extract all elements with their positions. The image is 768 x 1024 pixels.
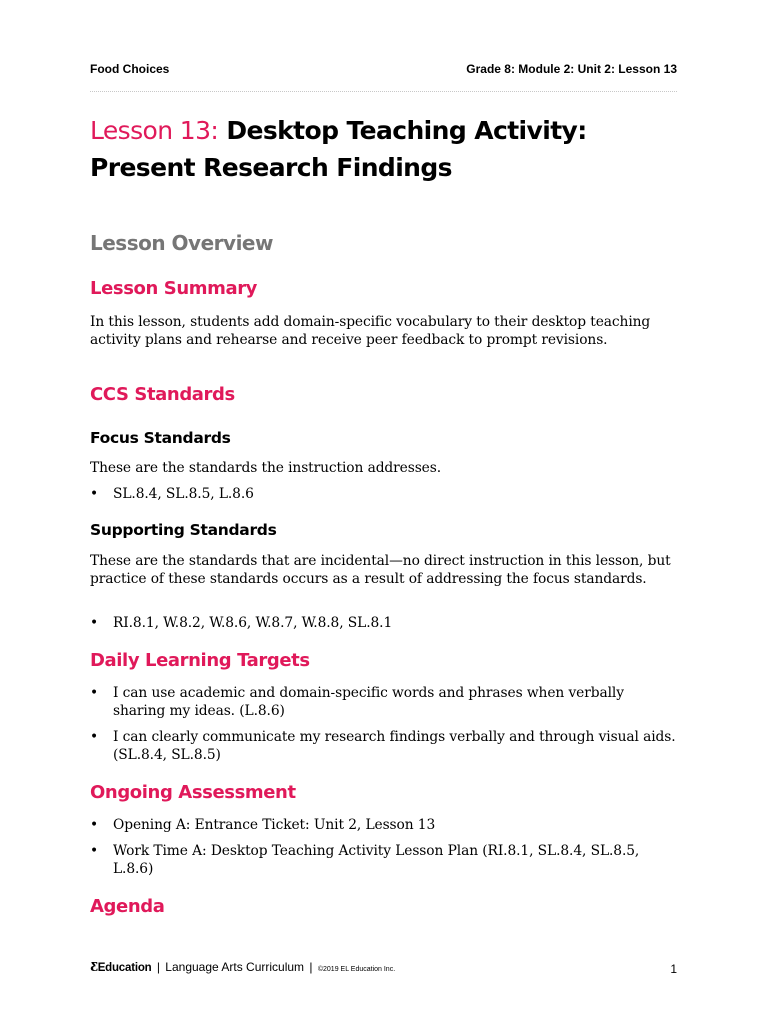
overview-heading: Lesson Overview <box>90 231 273 255</box>
summary-text: In this lesson, students add domain-specific vocabulary to their desktop teaching activity plans and rehearse and receive peer feedback to prompt revisions. <box>90 314 651 348</box>
page-footer <box>90 960 677 980</box>
focus-standards-list <box>90 485 677 511</box>
header-divider <box>90 91 677 92</box>
list-item <box>90 816 677 834</box>
list-item-text: Opening A: Entrance Ticket: Unit 2, Lesson 13 <box>113 817 436 833</box>
footer-separator: | <box>156 960 160 974</box>
list-item-text: I can clearly communicate my research findings verbally and through visual aids. (SL.8.4, SL.8.5) <box>113 729 676 763</box>
header-lesson-ref: Grade 8: Module 2: Unit 2: Lesson 13 <box>466 62 677 76</box>
footer-curriculum: Language Arts Curriculum <box>165 960 305 974</box>
assessment-heading: Ongoing Assessment <box>90 782 296 803</box>
summary-heading: Lesson Summary <box>90 278 257 299</box>
supporting-standards-intro: These are the standards that are incidental—no direct instruction in this lesson, but practice of these standards occurs as a result of addressing the focus standards. <box>90 553 671 587</box>
list-item <box>90 684 677 720</box>
list-item-text: Work Time A: Desktop Teaching Activity Lesson Plan (RI.8.1, SL.8.4, SL.8.5, L.8.6) <box>113 843 640 877</box>
logo-mark: Ƹ <box>90 960 98 974</box>
bullet: • <box>90 615 99 631</box>
el-education-logo <box>90 960 151 974</box>
focus-standards-intro: These are the standards the instruction addresses. <box>90 460 442 476</box>
assessment-list <box>90 816 677 886</box>
footer-separator: | <box>309 960 313 974</box>
list-item <box>90 728 677 764</box>
list-item-text: RI.8.1, W.8.2, W.8.6, W.8.7, W.8.8, SL.8.1 <box>113 615 393 631</box>
logo-text: Education <box>97 962 152 974</box>
supporting-standards-list <box>90 614 677 640</box>
bullet: • <box>90 729 99 745</box>
list-item <box>90 614 677 632</box>
supporting-standards-heading: Supporting Standards <box>90 521 277 539</box>
targets-heading: Daily Learning Targets <box>90 650 310 671</box>
footer-copyright: ©2019 EL Education Inc. <box>317 966 396 973</box>
bullet: • <box>90 843 99 859</box>
bullet: • <box>90 817 99 833</box>
bullet: • <box>90 486 99 502</box>
targets-list <box>90 684 677 772</box>
list-item-text: I can use academic and domain-specific words and phrases when verbally sharing my ideas. (L.8.6) <box>113 685 624 719</box>
bullet: • <box>90 685 99 701</box>
page-header <box>90 62 677 80</box>
focus-standards-heading: Focus Standards <box>90 429 231 447</box>
lesson-title <box>90 112 677 186</box>
list-item <box>90 485 677 503</box>
list-item-text: SL.8.4, SL.8.5, L.8.6 <box>113 486 254 502</box>
header-module-title: Food Choices <box>90 62 170 76</box>
page-number: 1 <box>670 962 677 976</box>
standards-heading: CCS Standards <box>90 384 235 405</box>
document-page <box>90 0 677 1024</box>
lesson-title-text: Desktop Teaching Activity: Present Research Findings <box>90 116 587 182</box>
lesson-number: Lesson 13: <box>90 116 219 145</box>
list-item <box>90 842 677 878</box>
agenda-heading: Agenda <box>90 896 165 917</box>
